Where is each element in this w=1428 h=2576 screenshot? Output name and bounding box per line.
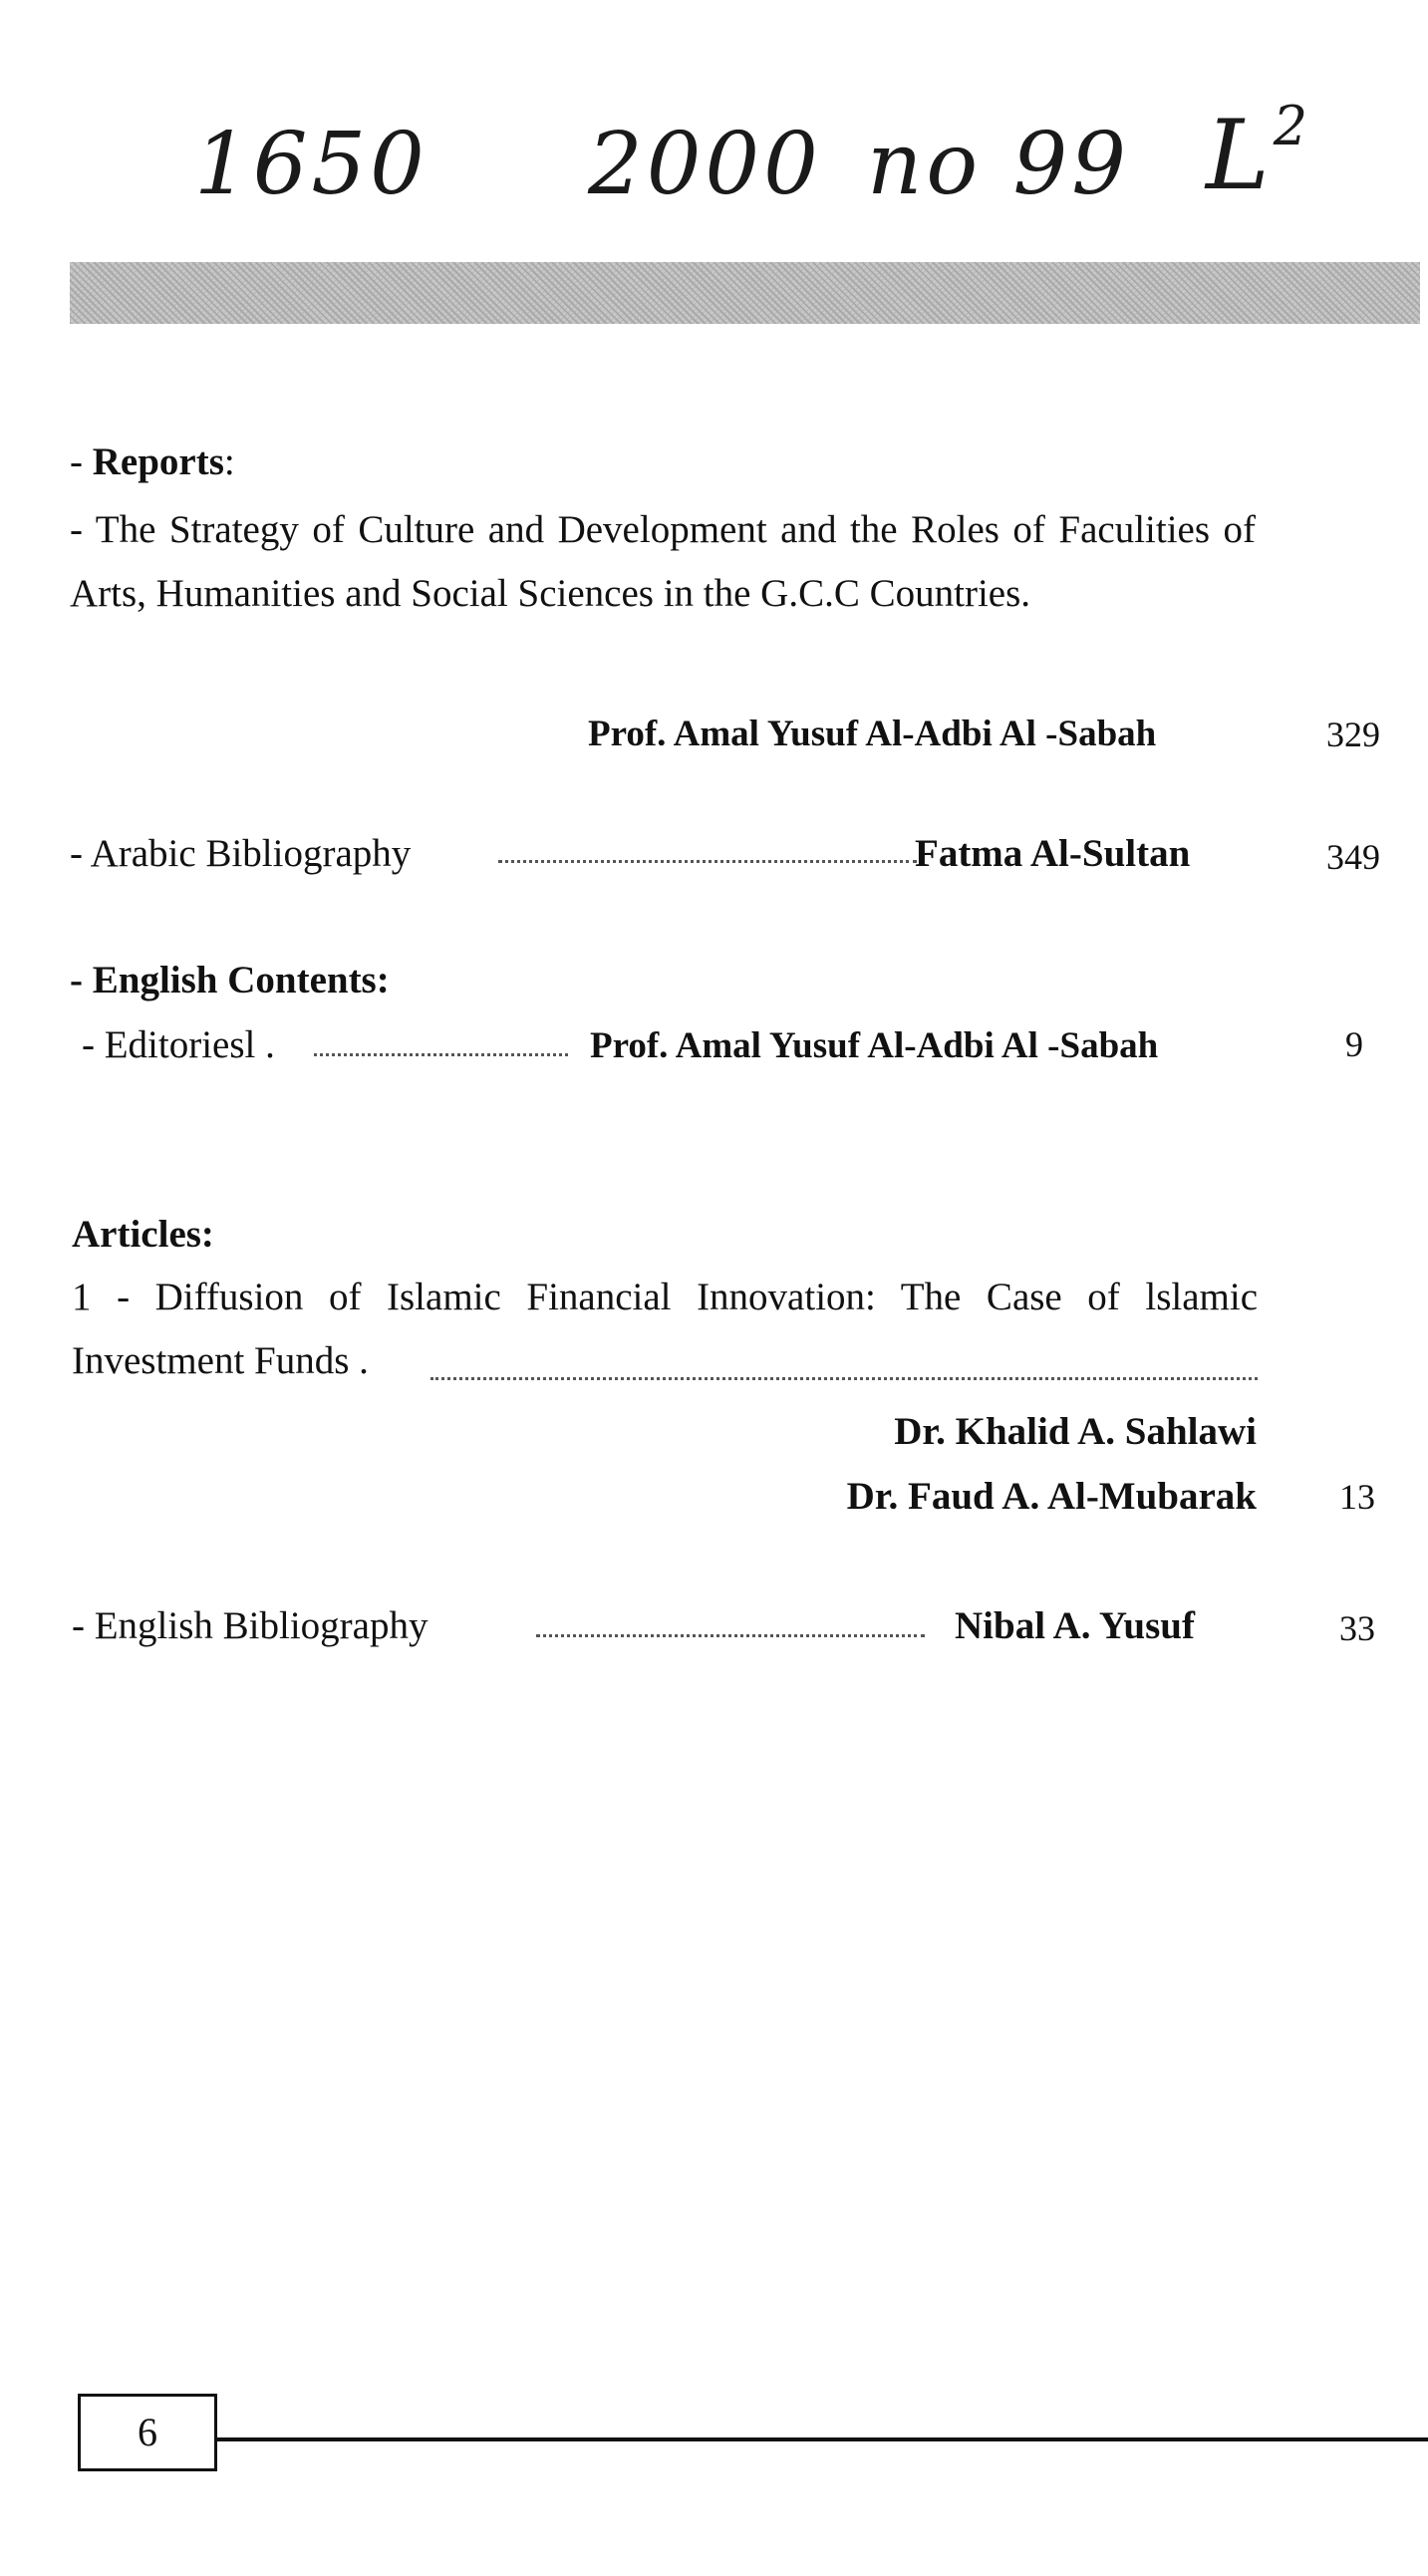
reports-heading-prefix: -: [70, 440, 93, 483]
english-bibliography-leader: [536, 1634, 925, 1637]
handwritten-ref-4-letter: L: [1206, 100, 1274, 211]
handwritten-ref-3: no 99: [867, 115, 1130, 214]
editorial-author: Prof. Amal Yusuf Al-Adbi Al -Sabah: [590, 1025, 1159, 1066]
reports-item-title: - The Strategy of Culture and Development and the Roles of Faculities of Arts, Humanities and Social Sciences in the G.C.C Countries.: [70, 508, 1256, 615]
reports-heading-suffix: :: [223, 440, 235, 483]
handwritten-ref-2: 2000: [588, 115, 822, 214]
header-band: [70, 262, 1420, 324]
english-bibliography-page: 33: [1339, 1608, 1375, 1648]
english-contents-heading: - English Contents:: [70, 959, 390, 1002]
reports-item-author: Prof. Amal Yusuf Al-Adbi Al -Sabah: [588, 714, 1157, 754]
english-bibliography-author: Nibal A. Yusuf: [955, 1604, 1195, 1647]
page-number: 6: [78, 2394, 217, 2471]
handwritten-ref-1: 1650: [194, 115, 428, 214]
reports-item-page: 329: [1326, 715, 1380, 754]
article-1-title: 1 - Diffusion of Islamic Financial Innovation: The Case of lslamic Investment Funds .: [72, 1276, 1258, 1382]
arabic-bibliography-label: - Arabic Bibliography: [70, 832, 412, 875]
handwritten-ref-4-sup: 2: [1273, 95, 1312, 157]
handwritten-ref-4: [1206, 95, 1311, 211]
editorial-page: 9: [1345, 1024, 1363, 1064]
arabic-bibliography-author: Fatma Al-Sultan: [915, 832, 1191, 875]
articles-heading: Articles:: [72, 1213, 214, 1256]
handwritten-annotation: [179, 95, 1375, 234]
reports-heading: [70, 430, 235, 494]
article-1-author-1: Dr. Khalid A. Sahlawi: [894, 1410, 1257, 1453]
article-1-page: 13: [1339, 1477, 1375, 1517]
arabic-bibliography-page: 349: [1326, 837, 1380, 877]
english-bibliography-label: - English Bibliography: [72, 1604, 428, 1647]
editorial-leader: [314, 1053, 568, 1056]
footer-rule: [217, 2437, 1428, 2441]
article-1-author-2: Dr. Faud A. Al-Mubarak: [846, 1475, 1257, 1518]
editorial-label: - Editoriesl .: [82, 1023, 275, 1066]
article-1-leader: [430, 1377, 1258, 1380]
reports-heading-text: Reports: [92, 440, 224, 483]
arabic-bibliography-leader: [498, 860, 917, 863]
